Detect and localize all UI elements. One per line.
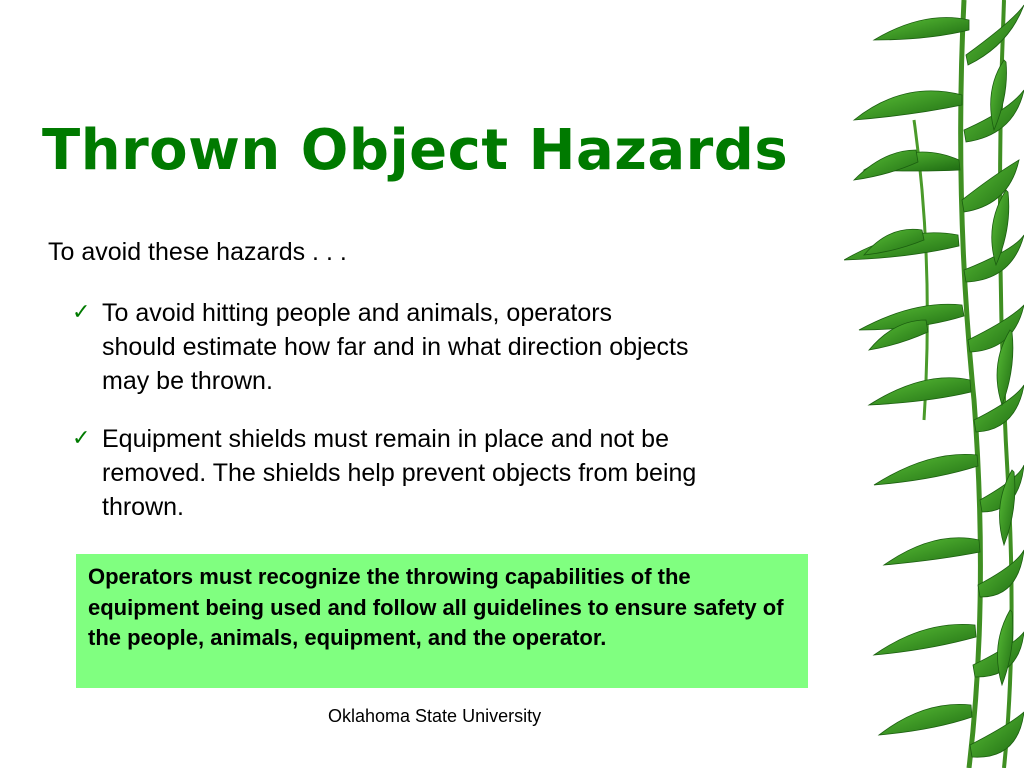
slide-title: Thrown Object Hazards: [42, 118, 789, 183]
bullet-item: [72, 296, 772, 398]
bamboo-leaves-icon: [844, 0, 1024, 768]
footer-text: Oklahoma State University: [328, 706, 542, 726]
bullet-text: To avoid hitting people and animals, operators should estimate how far and in what direction objects may be thrown.: [102, 299, 689, 395]
bullet-list: [72, 296, 772, 548]
intro-text: To avoid these hazards . . .: [48, 238, 347, 266]
bullet-item: [72, 422, 772, 524]
checkmark-icon: ✓: [72, 426, 91, 451]
checkmark-icon: ✓: [72, 300, 91, 325]
bullet-text: Equipment shields must remain in place and not be removed. The shields help prevent objects from being thrown.: [102, 425, 697, 521]
callout-box: Operators must recognize the throwing capabilities of the equipment being used and follow all guidelines to ensure safety of the people, animals, equipment, and the operator.: [76, 554, 808, 688]
